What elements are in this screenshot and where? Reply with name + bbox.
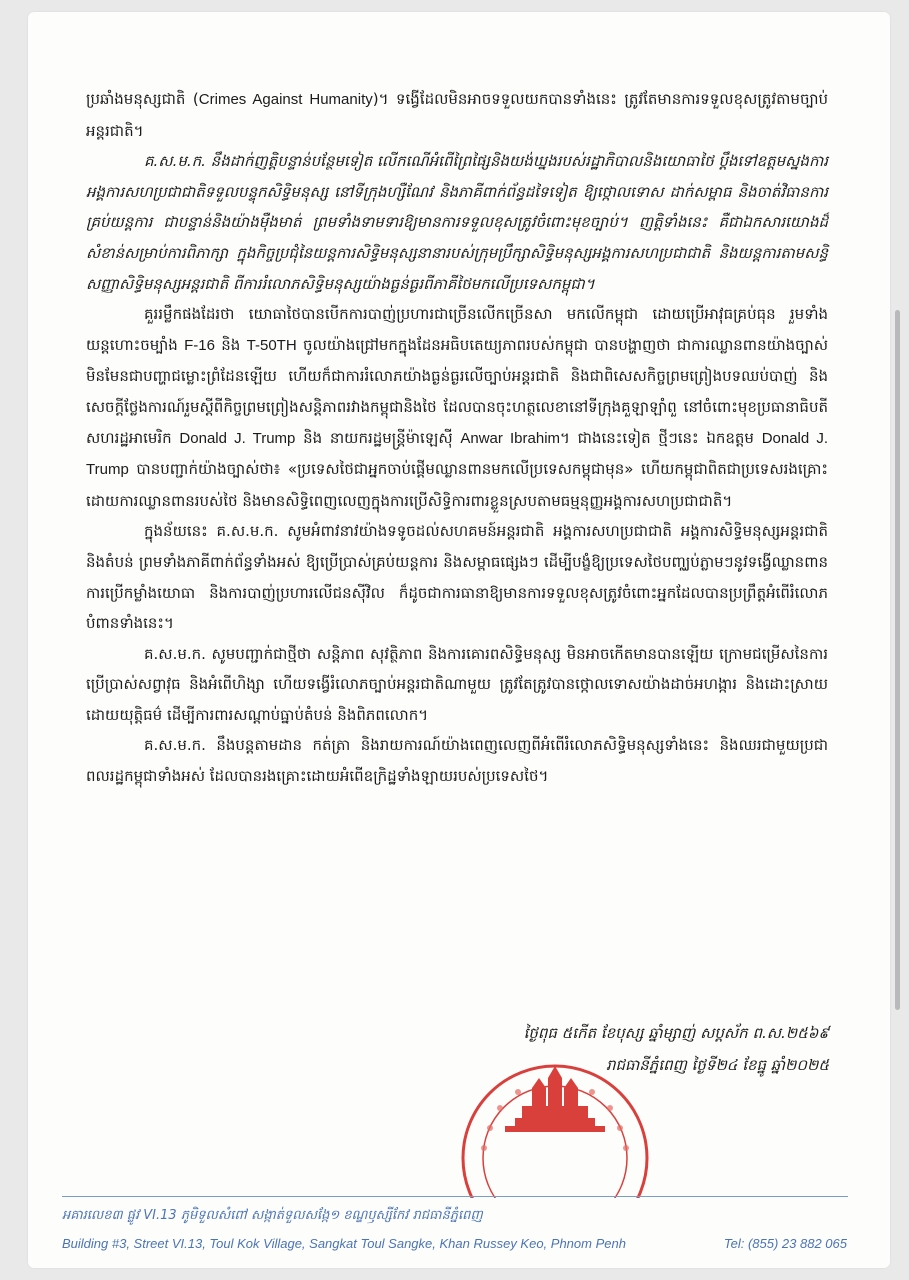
khmer-text-segment: ។ ជាងនេះទៀត ថ្មីៗនេះ ឯកឧត្តម (560, 428, 762, 447)
paragraph-4 (86, 516, 828, 638)
khmer-text-segment: ប្រឆាំងមនុស្សជាតិ ( (86, 90, 199, 108)
paragraph-3 (86, 299, 828, 516)
footer-telephone: Tel: (855) 23 882 065 (723, 1236, 847, 1251)
latin-text-segment: Donald J. Trump (179, 429, 296, 447)
solar-date: រាជធានីភ្នំពេញ ថ្ងៃទី២៤ ខែធ្នូ ឆ្នាំ២០២៥ (605, 1056, 829, 1074)
khmer-text-segment: គ.ស.ម.ក. សូមបញ្ជាក់ជាថ្មីថា សន្តិភាព សុវត្ថិភាព និងការគោរពសិទ្ធិមនុស្ស មិនអាចកើតមានបានឡើយ ក្រោមជម្រើសនៃការប្រើប្រាស់សព្វាវុធ និងអំពើហិង្សា ហើយទង្វើរំលោភច្បាប់អន្តរជាតិណាមួយ ត្រូវតែត្រូវបានថ្កោលទោសយ៉ាងដាច់អហង្ការ និងដោះស្រាយដោយយុត្តិធម៌ ដើម្បីការពារសណ្តាប់ធ្នាប់តំបន់ និងពិភពលោក។ (86, 644, 828, 724)
footer-divider (62, 1196, 848, 1197)
organization-seal (460, 1058, 650, 1198)
latin-text-segment: Anwar Ibrahim (460, 429, 561, 447)
khmer-text-segment: ចូលយ៉ាងជ្រៅមកក្នុងដែនអធិបតេយ្យភាពរបស់កម្ពុជា បានបង្ហាញថា ជាការឈ្លានពានយ៉ាងច្បាស់ មិនមែនជាបញ្ហាជម្លោះព្រំដែនឡើយ ហើយក៏ជាការរំលោភយ៉ាងធ្ងន់ធ្ងរលើច្បាប់អន្តរជាតិ និងជាពិសេសកិច្ចព្រមព្រៀងបទឈប់បាញ់ និងសេចក្តីថ្លែងការណ៍រួមស្តីពីកិច្ចព្រមព្រៀងសន្តិភាពរវាងកម្ពុជានិងថៃ ដែលបានចុះហត្ថលេខានៅទីក្រុងគួឡាឡាំពួ នៅចំពោះមុខប្រធានាធិបតីសហរដ្ឋអាមេរិក (86, 335, 828, 447)
khmer-text-segment: គ.ស.ម.ក. នឹងបន្តតាមដាន កត់ត្រា និងរាយការណ៍យ៉ាងពេញលេញពីអំពើរំលោភសិទ្ធិមនុស្សទាំងនេះ និងឈរជាមួយប្រជាពលរដ្ឋកម្ពុជាទាំងអស់ ដែលបានរងគ្រោះដោយអំពើឧក្រិដ្ឋទាំងឡាយរបស់ប្រទេសថៃ។ (86, 736, 828, 786)
khmer-text-segment: )។ ទង្វើដែលមិនអាចទទួលយកបានទាំងនេះ ត្រូវតែមានការទទួលខុសត្រូវតាមច្បាប់អន្តរជាតិ។ (86, 90, 828, 140)
footer-address-khmer: អគារលេខ៣ ផ្លូវ VI.13 ភូមិទួលសំពៅ សង្កាត់ទួលសង្កែ១ ខណ្ឌឫស្សីកែវ រាជធានីភ្នំពេញ (62, 1208, 483, 1223)
paragraph-5 (86, 639, 828, 731)
latin-text-segment: F-16 (184, 336, 215, 354)
paragraph-6 (86, 730, 828, 791)
lunar-date: ថ្ងៃពុធ ៥កើត ខែបុស្ស ឆ្នាំម្សាញ់ សប្តស័ក ព.ស.២៥៦៩ (523, 1024, 829, 1042)
khmer-text-segment: គួររម្លឹកផងដែរថា យោធាថៃបានបើកការបាញ់ប្រហារជាច្រើនលើកច្រើនសា មកលើកម្ពុជា ដោយប្រើអាវុធគ្រប់ធុន រួមទាំងយន្តហោះចម្បាំង (86, 305, 828, 354)
latin-text-segment: T-50TH (246, 336, 297, 354)
khmer-text-segment: បានបញ្ជាក់យ៉ាងច្បាស់ថា៖ «ប្រទេសថៃជាអ្នកចាប់ផ្តើមឈ្លានពានមកលើប្រទេសកម្ពុជាមុន» ហើយកម្ពុជាពិតជាប្រទេសរងគ្រោះដោយការឈ្លានពានរបស់ថៃ និងមានសិទ្ធិពេញលេញក្នុងការប្រើសិទ្ធិការពារខ្លួនស្របតាមធម្មនុញ្ញអង្គការសហប្រជាជាតិ។ (86, 460, 828, 510)
khmer-text-segment: និង (214, 335, 247, 354)
khmer-text-segment: និង នាយករដ្ឋមន្ត្រីម៉ាឡេស៊ី (295, 428, 461, 447)
footer-address-english: Building #3, Street VI.13, Toul Kok Village, Sangkat Toul Sangke, Khan Russey Keo, Phnom Penh (62, 1236, 626, 1251)
document-body (86, 84, 828, 792)
paragraph-1 (86, 84, 828, 146)
khmer-text-segment: ក្នុងន័យនេះ គ.ស.ម.ក. សូមអំពាវនាវយ៉ាងទទូចដល់សហគមន៍អន្តរជាតិ អង្គការសហប្រជាជាតិ អង្គការសិទ្ធិមនុស្សអន្តរជាតិនិងតំបន់ ព្រមទាំងភាគីពាក់ព័ន្ធទាំងអស់ ឱ្យប្រើប្រាស់គ្រប់យន្តការ និងសម្ពាធផ្សេងៗ ដើម្បីបង្ខំឱ្យប្រទេសថៃបញ្ឈប់ភ្លាមៗនូវទង្វើឈ្លានពាន ការប្រើកម្លាំងយោធា និងការបាញ់ប្រហារលើជនស៊ីវិល ក៏ដូចជាការធានាឱ្យមានការទទួលខុសត្រូវចំពោះអ្នកដែលបានប្រព្រឹត្តអំពើរំលោភបំពានទាំងនេះ។ (86, 522, 828, 633)
paragraph-2 (86, 146, 828, 299)
khmer-text-segment: គ.ស.ម.ក. នឹងដាក់ញត្តិបន្ទាន់បន្ថែមទៀត លើកណើអំពើព្រៃផ្សៃនិងយង់ឃ្នងរបស់រដ្ឋាភិបាលនិងយោធាថៃ ប្តឹងទៅឧត្តមស្នងការអង្គការសហប្រជាជាតិទទួលបន្ទុកសិទ្ធិមនុស្ស នៅទីក្រុងហ្សឺណែវ និងភាគីពាក់ព័ន្ធដទៃទៀត ឱ្យថ្កោលទោស ដាក់សម្ពាធ និងចាត់វិធានការគ្រប់យន្តការ ជាបន្ទាន់និងយ៉ាងម៉ឺងមាត់ ព្រមទាំងទាមទារឱ្យមានការទទួលខុសត្រូវចំពោះមុខច្បាប់។ ញត្តិទាំងនេះ គឺជាឯកសារយោងដ៏សំខាន់សម្រាប់ការពិភាក្សា ក្នុងកិច្ចប្រជុំនៃយន្តការសិទ្ធិមនុស្សនានារបស់ក្រុមប្រឹក្សាសិទ្ធិមនុស្សអង្គការសហប្រជាជាតិ និងយន្តការតាមសន្ធិសញ្ញាសិទ្ធិមនុស្សអន្តរជាតិ ពីការរំលោភសិទ្ធិមនុស្សយ៉ាងធ្ងន់ធ្ងរពីភាគីថៃមកលើប្រទេសកម្ពុជា។ (86, 152, 828, 293)
scrollbar[interactable] (895, 310, 900, 1010)
latin-text-segment: Donald J. Trump (86, 429, 829, 479)
latin-text-segment: Crimes Against Humanity (198, 91, 373, 108)
